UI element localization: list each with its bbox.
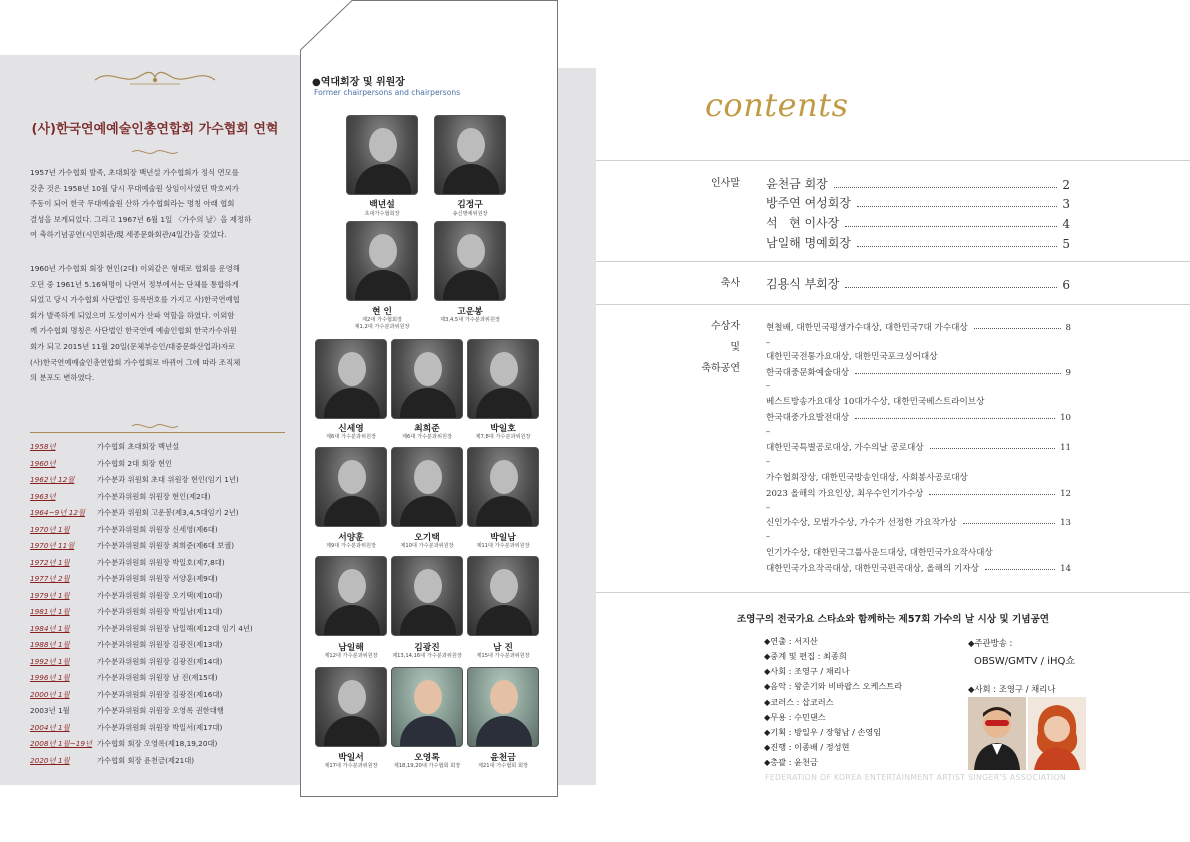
history-date: 1992년 1월 [30, 656, 70, 666]
person-name: 현 인 [371, 307, 393, 317]
history-event: 가수분과위원회 위원장 박일남(제11대) [97, 607, 223, 616]
portrait-photo [467, 447, 539, 527]
history-event: 가수분과위원회 위원장 김광진(제13대) [97, 640, 223, 649]
footer-text: FEDERATION OF KOREA ENTERTAINMENT ARTIST SINGER'S ASSOCIATION [765, 773, 1067, 782]
history-row [30, 703, 300, 719]
toc-title: 신인가수상, 모범가수상, 가수가 선정한 가요작가상 [766, 518, 957, 528]
person-role: 제11대 가수분과위원장 [476, 543, 530, 549]
right-band [558, 68, 596, 785]
person-role: 제3,4,5대 가수분과위원장 [440, 317, 500, 323]
history-row [30, 621, 300, 637]
toc-separator: – [766, 338, 770, 347]
host-photo-female [1028, 697, 1086, 770]
history-event: 가수분과위원회 위원장 최희준(제6대 보궐) [97, 541, 235, 550]
toc-title: 베스트방송가요대상 10대가수상, 대한민국베스트라이브상 [766, 397, 985, 407]
body-line: 1960년 가수협회 회장 현인(2대) 이외같은 형태로 협회를 운영해 [30, 264, 240, 273]
history-row [30, 472, 300, 488]
history-date: 2004년 1월 [30, 722, 70, 732]
person-role: 초대가수협회장 [364, 211, 400, 217]
divider [596, 304, 1190, 305]
portrait-photo [315, 447, 387, 527]
toc-title: 2023 올해의 가요인상, 최우수인기가수상 [766, 489, 924, 499]
history-row [30, 456, 300, 472]
divider [596, 160, 1190, 161]
history-row [30, 604, 300, 620]
divider [596, 592, 1190, 593]
person-name: 오기택 [414, 533, 440, 543]
toc-item[interactable] [766, 234, 1070, 251]
history-row [30, 505, 300, 521]
divider [30, 432, 285, 433]
credit-line: ◆음악 : 왕준기와 비바팝스 오케스트라 [764, 681, 903, 691]
credit-line: ◆기획 : 방일우 / 장형남 / 손영임 [764, 727, 882, 737]
toc-item[interactable] [766, 516, 1071, 528]
broadcast-label: ◆주관방송 : [968, 638, 1013, 648]
portrait-photo [391, 556, 463, 636]
person-role: 제9대 가수분과위원장 [325, 543, 377, 549]
history-date: 1988년 1월 [30, 640, 70, 649]
host-photo-male [968, 697, 1026, 770]
portrait-photo [391, 447, 463, 527]
section-label-awards: 및 [730, 342, 740, 353]
toc-title: 가수협회장상, 대한민국방송인대상, 사회봉사공로대상 [766, 473, 968, 483]
credit-line: ◆사회 : 조영구 / 채리나 [764, 666, 850, 676]
credit-line: ◆중계 및 편집 : 최종희 [764, 651, 847, 661]
toc-item[interactable] [766, 487, 1071, 499]
history-event: 가수협회 2대 회장 현인 [97, 458, 173, 468]
portrait-photo [434, 221, 506, 301]
history-event: 가수분과위원회 위원장 박일서(제17대) [97, 722, 223, 732]
history-event: 가수분과 위원회 초대 위원장 현인(임기 1년) [97, 475, 239, 484]
hosts-label: ◆사회 : 조영구 / 채리나 [968, 684, 1056, 694]
chairpersons-subtitle: Former chairpersons and chairpersons [314, 88, 461, 97]
credit-line: ◆코러스 : 삽코러스 [764, 697, 834, 707]
person-name: 백년설 [369, 200, 395, 210]
toc-page: 3 [1062, 197, 1070, 211]
portrait-photo [315, 667, 387, 747]
toc-title: 현철배, 대한민국평생가수대상, 대한민국7대 가수대상 [766, 323, 968, 333]
portrait-photo [467, 339, 539, 419]
toc-title: 방주연 여성회장 [766, 196, 851, 210]
toc-separator: – [766, 427, 770, 436]
history-date: 1962년 12월 [30, 475, 75, 484]
person-role: 제18,19,20대 가수협회 회장 [393, 763, 461, 769]
person-role: 제15대 가수분과위원장 [476, 653, 530, 659]
history-row [30, 489, 300, 505]
chairpersons-title: ●역대회장 및 위원장 [312, 77, 405, 88]
person-role: 제6대 가수분과위원장 [325, 434, 377, 440]
history-date: 2008년 1월~19년 [30, 739, 93, 748]
credit-line: ◆총괄 : 윤천금 [764, 757, 818, 767]
toc-title: 한국대중가요발전대상 [766, 413, 850, 423]
event-title: 조영구의 전국가요 스타쇼와 함께하는 제57회 가수의 날 시상 및 기념공연 [736, 614, 1050, 625]
history-title: (사)한국연예예술인총연합회 가수협회 연혁 [31, 122, 279, 137]
divider [596, 261, 1190, 262]
person-name: 남일해 [338, 643, 364, 653]
toc-title: 한국대중문화예술대상 [766, 368, 850, 378]
history-date: 2003년 1월 [30, 706, 70, 715]
history-date: 1958년 [30, 442, 56, 451]
person-name: 오영록 [414, 753, 440, 763]
history-event: 가수분과위원회 위원장 서양훈(제9대) [97, 574, 218, 583]
portrait-photo [346, 115, 418, 195]
history-row [30, 753, 300, 769]
person-name: 김광진 [414, 643, 440, 653]
history-event: 가수협회 회장 윤천금(제21대) [97, 755, 195, 765]
person-role: 제7,8대 가수분과위원장 [475, 434, 531, 440]
toc-item[interactable] [766, 194, 1070, 211]
person-name: 박일서 [338, 753, 364, 763]
toc-separator: – [766, 381, 770, 390]
portrait-photo [346, 221, 418, 301]
intro-line: 여 축하기념공연(시민회관/現 세종문화회관/4일간)을 갖었다. [30, 230, 227, 240]
portrait-photo [434, 115, 506, 195]
toc-page: 9 [1065, 368, 1071, 378]
person-name: 김정구 [457, 200, 483, 210]
portrait-photo [315, 339, 387, 419]
portrait-photo [315, 556, 387, 636]
history-date: 1984년 1월 [30, 623, 70, 633]
body-line: 의 분포도 변하였다. [30, 373, 95, 383]
portrait-photo [467, 667, 539, 747]
toc-item[interactable] [766, 411, 1071, 423]
history-row [30, 654, 300, 670]
person-name: 박일호 [490, 424, 516, 434]
toc-item[interactable] [766, 175, 1070, 192]
history-date: 1979년 1월 [30, 590, 70, 600]
history-date: 1960년 [30, 458, 56, 468]
history-row [30, 555, 300, 571]
history-date: 2000년 1월 [30, 689, 70, 699]
history-date: 1970년 1월 [30, 524, 70, 534]
history-row [30, 736, 300, 752]
intro-line: 결성을 보게되었다. 그리고 1967년 6월 1일 〈가수의 날〉을 제정하 [30, 214, 252, 224]
toc-item[interactable] [766, 366, 1071, 378]
toc-item[interactable] [766, 214, 1070, 231]
toc-item[interactable] [766, 562, 1071, 574]
intro-paragraph [30, 165, 286, 243]
person-role: 제10대 가수분과위원장 [400, 543, 454, 549]
toc-separator: – [766, 503, 770, 512]
contents-title: contents [705, 86, 849, 124]
toc-page: 10 [1060, 413, 1071, 423]
person-role: 제1,2대 가수분과위원장 [354, 324, 410, 330]
portrait-photo [467, 556, 539, 636]
toc-item[interactable] [766, 321, 1071, 333]
fold-flap [300, 0, 558, 55]
history-event: 가수분과위원회 위원장 남일해(제12대 임기 4년) [97, 623, 253, 633]
history-event: 가수분과위원회 위원장 오기택(제10대) [97, 590, 223, 600]
credit-line: ◆무용 : 수민댄스 [764, 712, 826, 722]
history-row [30, 670, 300, 686]
ornament-top-icon [90, 66, 220, 92]
body-paragraph [30, 261, 286, 386]
person-role: 제6대 가수분과위원장 [401, 434, 453, 440]
history-event: 가수분과위원회 위원장 남 진(제15대) [97, 673, 218, 682]
history-row [30, 588, 300, 604]
body-line: (사)한국연예예술인총연합회 가수협회로 바뀌어 그에 따라 조직체 [30, 357, 241, 367]
portrait-photo [391, 667, 463, 747]
ornament-small-icon [130, 142, 180, 161]
history-row [30, 571, 300, 587]
person-role: 제21대 가수협회 회장 [478, 763, 528, 769]
history-event: 가수분과위원회 위원장 현인(제2대) [97, 491, 211, 501]
history-event: 가수분과 위원회 고운봉(제3,4,5대임기 2년) [97, 508, 239, 517]
portrait-photo [391, 339, 463, 419]
history-event: 가수협회 초대회장 백년설 [97, 442, 180, 451]
history-date: 1970년 11월 [30, 541, 75, 550]
body-line: 회가 발족하게 되었으며 도성이씨가 산파 역할을 하였다. 이외함 [30, 310, 235, 320]
intro-line: 주동이 되어 한국 무대예술원 산하 가수협회라는 명칭 아래 협회 [30, 199, 235, 209]
toc-page: 11 [1060, 443, 1071, 453]
history-date: 1981년 1월 [30, 607, 70, 616]
history-row [30, 522, 300, 538]
toc-title: 윤천금 회장 [766, 177, 828, 191]
person-name: 박일남 [490, 533, 516, 543]
toc-title: 인기가수상, 대한민국그룹사운드대상, 대한민국가요작사대상 [766, 548, 993, 558]
body-line: 되었고 당시 가수협회 사단법인 등록번호를 가지고 사)한국연예협 [30, 295, 240, 305]
person-role: 제2대 가수협회장 [361, 317, 403, 323]
history-event: 가수분과위원회 위원장 오영록 권한대행 [97, 706, 224, 715]
person-role: 제13,14,16대 가수분과위원장 [392, 653, 462, 659]
person-role: 제12대 가수분과위원장 [324, 653, 378, 659]
history-row [30, 439, 300, 455]
toc-page: 2 [1062, 178, 1070, 192]
history-event: 가수분과위원회 위원장 김광진(제16대) [97, 689, 223, 699]
toc-separator: – [766, 457, 770, 466]
toc-title: 석 현 이사장 [766, 216, 840, 230]
history-row [30, 720, 300, 736]
section-label-greeting: 인사말 [711, 178, 740, 189]
person-name: 신세영 [338, 424, 364, 434]
section-label-awards: 수상자 [711, 321, 740, 332]
history-date: 1963년 [30, 491, 56, 501]
person-name: 윤천금 [490, 753, 516, 763]
toc-page: 8 [1065, 323, 1071, 333]
person-role: 송신명예위원장 [452, 211, 488, 217]
toc-title: 대한민국전통가요대상, 대한민국포크싱어대상 [766, 352, 938, 362]
person-name: 서양훈 [338, 533, 364, 543]
credit-line: ◆연출 : 서지산 [764, 636, 818, 646]
history-date: 1996년 1월 [30, 673, 70, 682]
toc-page: 13 [1060, 518, 1071, 528]
history-event: 가수분과위원회 위원장 김광진(제14대) [97, 656, 223, 666]
toc-item[interactable] [766, 441, 1071, 453]
toc-page: 4 [1062, 217, 1070, 231]
toc-title: 대한민국가요작곡대상, 대한민국편곡대상, 올해의 기자상 [766, 564, 979, 574]
history-date: 1972년 1월 [30, 557, 70, 567]
history-event: 가수분과위원회 위원장 신세영(제6대) [97, 524, 218, 534]
toc-title: 남일해 명예회장 [766, 236, 851, 250]
history-row [30, 687, 300, 703]
history-row [30, 538, 300, 554]
section-label-congrats: 축사 [720, 278, 740, 289]
body-line: 께 가수협회 명칭은 사단법인 한국연예 예술인협회 한국가수위원 [30, 326, 237, 336]
intro-line: 갖춘 것은 1958년 10월 당시 무대예술원 상임이사였던 박호씨가 [30, 183, 239, 193]
person-role: 제17대 가수분과위원장 [324, 763, 378, 769]
history-date: 1964~9년 12월 [30, 508, 86, 517]
toc-page: 5 [1062, 237, 1070, 251]
toc-title: 대한민국특별공로대상, 가수의날 공로대상 [766, 443, 924, 453]
history-date: 1977년 2월 [30, 574, 70, 583]
history-row [30, 637, 300, 653]
history-event: 가수분과위원회 위원장 박일호(제7,8대) [97, 557, 225, 567]
toc-separator: – [766, 532, 770, 541]
body-line: 오던 중 1961년 5.16혁명이 나면서 정부에서는 단체를 통합하게 [30, 279, 239, 289]
section-label-awards: 축하공연 [701, 363, 740, 374]
toc-page: 12 [1060, 489, 1071, 499]
history-date: 2020년 1월 [30, 755, 70, 765]
person-name: 최희준 [414, 424, 440, 434]
toc-page: 14 [1060, 564, 1071, 574]
credit-line: ◆진행 : 이종배 / 정성현 [764, 742, 850, 752]
broadcast-value: OBSW/GMTV / iHQ쇼 [974, 656, 1076, 667]
history-event: 가수협회 회장 오영록(제18,19,20대) [97, 739, 218, 748]
person-name: 고운봉 [457, 307, 483, 317]
toc-page: 6 [1062, 278, 1070, 292]
toc-item[interactable] [766, 275, 1070, 292]
person-name: 남 진 [492, 643, 514, 653]
body-line: 회가 되고 2015년 11월 20일(문체부승인/대중문화산업과)자로 [30, 341, 236, 351]
toc-title: 김용식 부회장 [766, 277, 840, 291]
intro-line: 1957년 가수협회 발족, 초대회장 백년설 가수협회가 정식 면모를 [30, 168, 239, 177]
